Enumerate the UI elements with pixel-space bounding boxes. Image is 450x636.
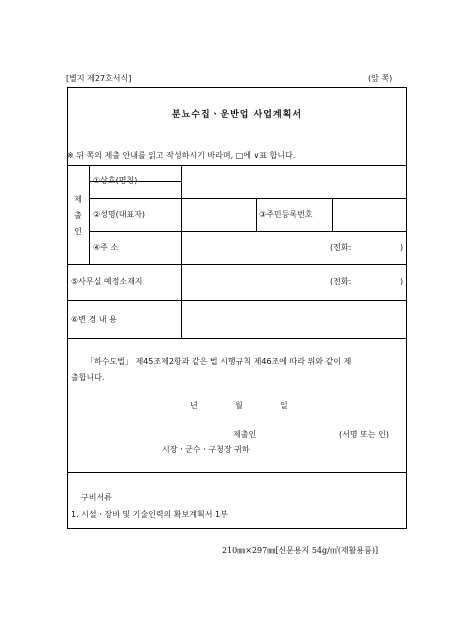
signer-field[interactable] xyxy=(262,427,336,441)
label-resident-number: ③주민등록번호 xyxy=(259,210,313,219)
rule-resident-left xyxy=(256,198,257,231)
submitter-char-1: 제 xyxy=(74,195,82,204)
paper-spec: 210㎜×297㎜[신문용지 54g/㎡(재활용품)] xyxy=(222,546,379,555)
address-phone-close: ) xyxy=(400,243,404,252)
submitter-char-2: 출 xyxy=(74,211,82,220)
office-phone-field[interactable] xyxy=(360,274,398,290)
form-notice: ※ 뒤 쪽의 제출 안내를 읽고 작성하시기 바라며, □에 ∨표 합니다. xyxy=(67,151,296,160)
signer-label: 제출인 xyxy=(233,430,257,439)
date-day-label: 일 xyxy=(280,401,288,410)
recipient-line: 시장ㆍ군수ㆍ구청장 귀하 xyxy=(162,445,250,454)
label-trade-name: ①상호(명칭) xyxy=(93,176,138,185)
changes-field[interactable] xyxy=(182,301,406,337)
statement-line-2: 출합니다. xyxy=(71,373,105,382)
address-phone-field[interactable] xyxy=(360,240,398,256)
office-phone-close: ) xyxy=(400,277,404,286)
docs-item-1: 1. 시설ㆍ장비 및 기술인력의 확보계획서 1부 xyxy=(71,510,228,519)
address-field[interactable] xyxy=(182,232,327,263)
date-month-label: 월 xyxy=(235,401,243,410)
page-side-label: (앞 쪽) xyxy=(368,74,393,83)
statement-line-1: 「하수도법」 제45조제2항과 같은 법 시행규칙 제46조에 따라 위와 같이 제 xyxy=(86,357,352,366)
date-year-label: 년 xyxy=(190,401,198,410)
rule-docs-top xyxy=(67,472,407,473)
rule-statement-top xyxy=(67,338,407,339)
docs-title: 구비서류 xyxy=(81,493,112,502)
label-office-location: ⑤사무실 예정소재지 xyxy=(71,277,143,286)
label-changes: ⑥변 경 내 용 xyxy=(71,315,117,324)
submitter-char-3: 인 xyxy=(74,227,82,236)
resident-number-field[interactable] xyxy=(333,199,406,230)
address-phone-label: (전화: xyxy=(330,243,352,252)
office-location-field[interactable] xyxy=(182,265,327,299)
name-field[interactable] xyxy=(182,199,255,230)
label-address: ④주 소 xyxy=(93,243,119,252)
signature-hint: (서명 또는 인) xyxy=(339,430,389,439)
trade-name-field[interactable] xyxy=(182,166,406,197)
form-number-label: [별지 제27호서식] xyxy=(66,74,132,83)
office-phone-label: (전화: xyxy=(330,277,352,286)
label-name: ②성명(대표자) xyxy=(93,210,146,219)
rule-submitter-divider xyxy=(89,165,90,264)
form-title: 분뇨수집ㆍ운반업 사업계획서 xyxy=(171,110,303,120)
